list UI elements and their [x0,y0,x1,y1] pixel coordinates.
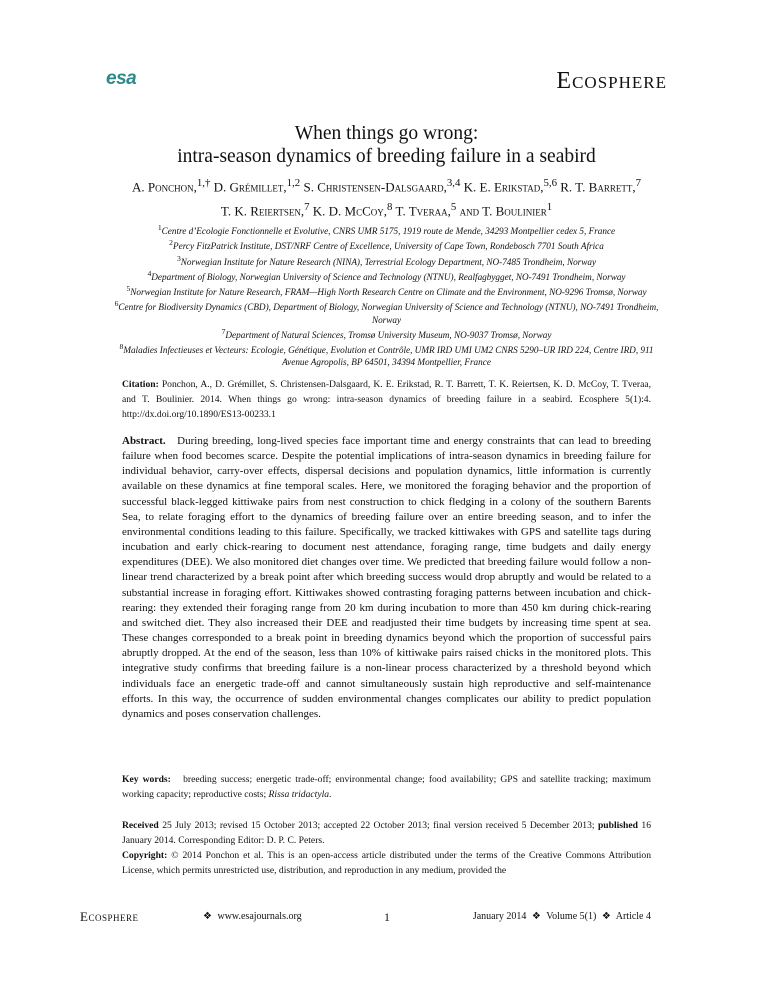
affiliation: $^7$Department of Natural Sciences, Tromsø University Museum, NO-9037 Tromsø, Norway [221,326,552,340]
author-affil-sup: 7 [304,201,310,214]
received-label: Received [122,820,159,831]
footer-article: Article 4 [615,911,651,922]
footer-date: January 2014 [472,911,527,922]
journal-website-link[interactable]: www.esajournals.org [217,911,302,922]
citation-block [122,377,651,422]
keywords-block: Key words: breeding success; energetic trade-off; environmental change; food availability; GPS and satellite tracking; maximum working capacity; reproductive costs; Rissa tridactyla. [122,774,651,800]
published-label: published [597,820,638,831]
author-line-2 [80,197,693,221]
footer-journal-name: Ecosphere [80,909,139,924]
footer-url [200,911,302,922]
author-name[interactable]: T. K. Reiertsen, [220,203,305,219]
page-footer [80,910,651,926]
author-affil-sup: 5 [450,201,457,214]
author-affil-sup: 1 [546,201,553,214]
author-name[interactable]: A. Ponchon, [131,179,197,195]
author-list [80,173,693,222]
author-name[interactable]: and T. Boulinier [459,203,547,219]
footer-issue-info [473,911,651,922]
copyright-text: © 2014 Ponchon et al. This is an open-access article distributed under the terms of the Creative Commons Attribution License, which permits unrestricted use, distribution, and reproduction in any medium, provided the [122,850,651,876]
received-text: 25 July 2013; revised 15 October 2013; accepted 22 October 2013; final version received 5 December 2013; [162,820,595,831]
affiliation: $^3$Norwegian Institute for Nature Research (NINA), Terrestrial Ecology Department, NO-7485 Trondheim, Norway [176,253,597,267]
author-name[interactable]: K. D. McCoy, [312,203,388,219]
affiliation: $^5$Norwegian Institute for Nature Research, FRAM—High North Research Centre on Climate and the Environment, NO-9296 Tromsø, Norway [126,284,647,298]
keywords-species: Rissa tridactyla [268,789,330,800]
diamond-icon: ❖ [203,911,212,922]
author-name[interactable]: S. Christensen-Dalsgaard, [303,179,447,195]
affiliation: $^6$Centre for Biodiversity Dynamics (CBD), Department of Biology, Norwegian University of Science and Technology (NTNU), NO-7491 Trondheim, Norway [114,299,659,325]
author-affil-sup: 1,2 [286,177,301,189]
article-title [80,122,693,168]
esa-logo[interactable]: esa [106,68,137,89]
abstract-text: During breeding, long-lived species face important time and energy constraints that can lead to breeding failure when food becomes scarce. Despite the potential implications of intra-season dynamics in breeding failure for individual behavior, carry-over effects, dispersal decisions and population dynamics, little information is currently available on these dynamics at fine temporal scales. Here, we monitored the foraging behavior and the proportion of successful black-legged kittiwake pairs from nest construction to chick fledging in a colony of the southern Barents Sea, to relate foraging effort to the dynamics of breeding failure over an entire breeding season, and to infer the environmental conditions leading to this failure. Specifically, we tracked kittiwakes with GPS and satellite tags during incubation and early chick-rearing to document nest attendance, foraging range, time budgets and daily energy expenditures (DEE). We also monitored diet changes over time. We predicted that breeding failure would follow a non-linear trend characterized by a break point after which breeding success would drop abruptly and would be related to a substantial increase in foraging effort. Kittiwakes showed contrasting foraging patterns between incubation and chick-rearing: they extended their foraging range from 20 km during incubation to more than 450 km during chick-rearing and switched diet. They also increased their DEE and readjusted their time budgets by increasing time spent at sea. These changes corresponded to a break point in breeding dynamics beyond which the proportion of successful pairs abruptly dropped. At the end of the season, less than 10% of kittiwake pairs raised chicks in the monitored plots. This integrative study confirms that breeding failure is a non-linear process characterized by a threshold beyond which individuals face an energetic trade-off and cannot simultaneously sustain high reproductive and self-maintenance efforts. In this way, the occurrence of sudden environmental changes complicates our ability to predict population dynamics and poses conservation challenges. [122,435,652,720]
affiliation: $^1$Centre d’Ecologie Fonctionnelle et Evolutive, CNRS UMR 5175, 1919 route de Mende, 34293 Montpellier cedex 5, France [157,223,616,237]
journal-name: Ecosphere [556,68,667,94]
author-name[interactable]: T. Tveraa, [395,203,451,219]
title-line-1: When things go wrong: [294,123,479,144]
author-line-1 [80,173,693,197]
citation-label: Citation: [122,379,159,390]
copyright-label: Copyright: [122,850,168,861]
author-affil-sup: 1,† [196,177,211,189]
abstract-block [122,434,651,722]
published-text: 16 January 2014. Corresponding Editor: D. P. C. Peters. [122,820,651,846]
author-affil-sup: 5,6 [543,177,557,189]
author-name[interactable]: R. T. Barrett, [560,179,636,195]
author-affil-sup: 7 [635,177,642,189]
affiliation-list [106,222,667,369]
title-line-2: intra-season dynamics of breeding failure in a seabird [177,146,596,167]
keywords-label: Key words: [122,774,171,785]
affiliation: $^8$Maladies Infectieuses et Vecteurs: Ecologie, Génétique, Evolution et Contrôle, UMR IRD UMI UM2 CNRS 5290–UR IRD 224, Centre IRD, 911 Avenue Agropolis, BP 64501, 34394 Montpellier, France [119,342,654,368]
author-affil-sup: 8 [387,201,393,214]
article-history [122,818,651,848]
author-affil-sup: 3,4 [446,177,461,189]
author-name[interactable]: D. Grémillet, [213,179,287,195]
diamond-icon: ❖ [531,911,541,922]
page-number: 1 [384,910,390,924]
abstract-label: Abstract. [122,435,166,447]
author-name[interactable]: K. E. Erikstad, [463,179,544,195]
affiliation: $^2$Percy FitzPatrick Institute, DST/NRF Centre of Excellence, University of Cape Town, Rondebosch 7701 South Africa [169,238,604,252]
citation-text[interactable]: Ponchon, A., D. Grémillet, S. Christensen-Dalsgaard, K. E. Erikstad, R. T. Barrett, T. K. Reiertsen, K. D. McCoy, T. Tveraa, and T. Boulinier. 2014. When things go wrong: intra-season dynamics of breeding failure in a seabird. Ecosphere 5(1):4. http://dx.doi.org/10.1890/ES13-00233.1 [122,379,651,420]
diamond-icon: ❖ [601,911,611,922]
affiliation: $^4$Department of Biology, Norwegian University of Science and Technology (NTNU), Realfagbygget, NO-7491 Trondheim, Norway [147,268,626,282]
footer-volume: Volume 5(1) [546,911,597,922]
copyright-block [122,848,651,878]
keywords-text: breeding success; energetic trade-off; environmental change; food availability; GPS and satellite tracking; maximum working capacity; reproductive costs; [122,774,651,800]
